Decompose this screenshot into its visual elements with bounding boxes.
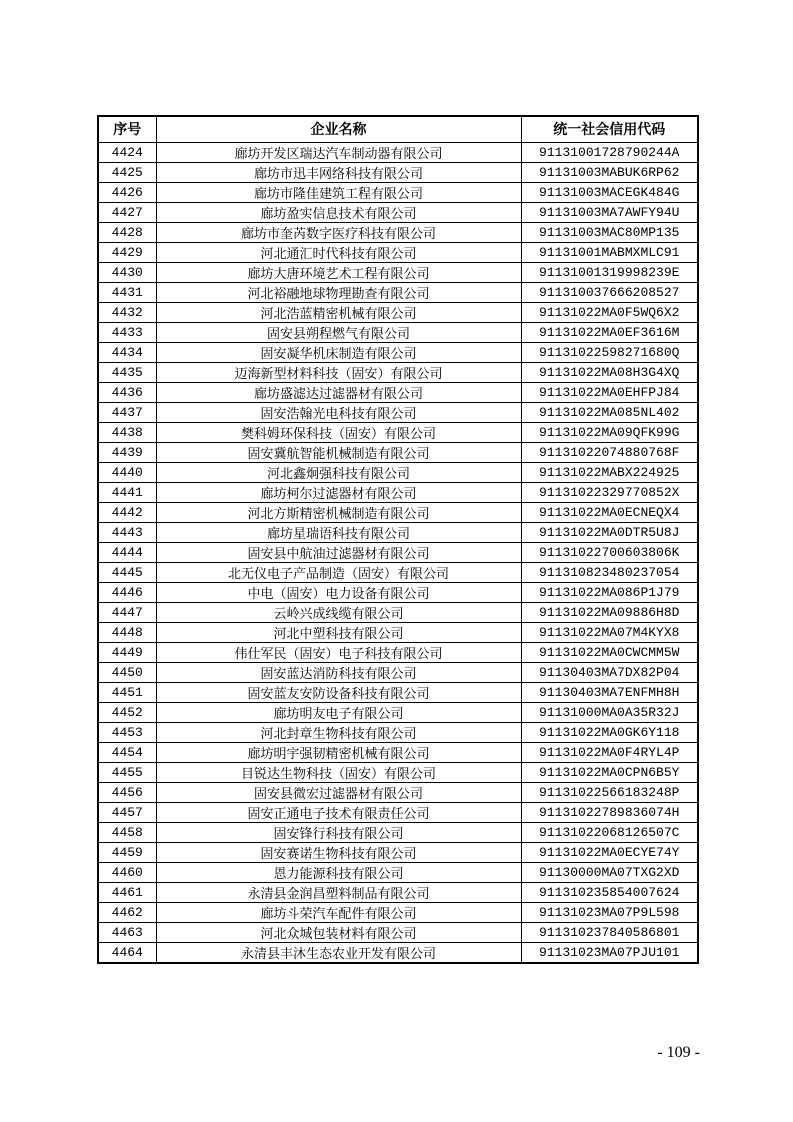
table-row <box>98 682 698 702</box>
table-row <box>98 622 698 642</box>
table-row <box>98 742 698 762</box>
credit-code-cell: 91131022MA0ECYE74Y <box>521 842 698 862</box>
table-row <box>98 242 698 262</box>
company-name-cell: 云岭兴成线缆有限公司 <box>156 602 521 622</box>
company-name-cell: 河北中塑科技有限公司 <box>156 622 521 642</box>
credit-code-cell: 91131001319998239E <box>521 262 698 282</box>
credit-code-cell: 91131003MABUK6RP62 <box>521 162 698 182</box>
row-index-cell: 4429 <box>98 242 156 262</box>
row-index-cell: 4450 <box>98 662 156 682</box>
credit-code-cell: 91131001MABMXMLC91 <box>521 242 698 262</box>
row-index-cell: 4446 <box>98 582 156 602</box>
table-row <box>98 822 698 842</box>
company-name-cell: 固安赛诺生物科技有限公司 <box>156 842 521 862</box>
credit-code-cell: 91131022MA08H3G4XQ <box>521 362 698 382</box>
table-row <box>98 942 698 963</box>
credit-code-cell: 91130403MA7ENFMH8H <box>521 682 698 702</box>
table-row <box>98 302 698 322</box>
credit-code-cell: 91131001728790244A <box>521 142 698 162</box>
credit-code-cell: 91131023MA07PJU101 <box>521 942 698 963</box>
company-name-cell: 固安正通电子技术有限责任公司 <box>156 802 521 822</box>
credit-code-cell: 91131003MA7AWFY94U <box>521 202 698 222</box>
row-index-cell: 4433 <box>98 322 156 342</box>
table-row <box>98 662 698 682</box>
table-row <box>98 382 698 402</box>
credit-code-cell: 91131022MA0F4RYL4P <box>521 742 698 762</box>
credit-code-cell: 91131003MAC80MP135 <box>521 222 698 242</box>
row-index-cell: 4447 <box>98 602 156 622</box>
company-name-cell: 恩力能源科技有限公司 <box>156 862 521 882</box>
credit-code-cell: 91131000MA0A35R32J <box>521 702 698 722</box>
row-index-cell: 4459 <box>98 842 156 862</box>
credit-code-cell: 91131022329770852X <box>521 482 698 502</box>
row-index-cell: 4434 <box>98 342 156 362</box>
credit-code-cell: 91131022MA0CWCMM5W <box>521 642 698 662</box>
table-row <box>98 802 698 822</box>
company-name-cell: 廊坊大唐环境艺术工程有限公司 <box>156 262 521 282</box>
row-index-cell: 4437 <box>98 402 156 422</box>
row-index-cell: 4438 <box>98 422 156 442</box>
row-index-cell: 4458 <box>98 822 156 842</box>
company-name-cell: 廊坊盈实信息技术有限公司 <box>156 202 521 222</box>
company-name-cell: 樊科姆环保科技（固安）有限公司 <box>156 422 521 442</box>
company-name-cell: 固安县微宏过滤器材有限公司 <box>156 782 521 802</box>
row-index-cell: 4428 <box>98 222 156 242</box>
table-row <box>98 642 698 662</box>
table-row <box>98 482 698 502</box>
company-name-cell: 中电（固安）电力设备有限公司 <box>156 582 521 602</box>
company-name-cell: 廊坊市迅丰网络科技有限公司 <box>156 162 521 182</box>
row-index-cell: 4436 <box>98 382 156 402</box>
col-header-index: 序号 <box>98 116 156 142</box>
credit-code-cell: 91131003MACEGK484G <box>521 182 698 202</box>
company-name-cell: 固安县中航油过滤器材有限公司 <box>156 542 521 562</box>
table-row <box>98 702 698 722</box>
company-name-cell: 固安锋行科技有限公司 <box>156 822 521 842</box>
row-index-cell: 4454 <box>98 742 156 762</box>
row-index-cell: 4448 <box>98 622 156 642</box>
credit-code-cell: 91131022MA0DTR5U8J <box>521 522 698 542</box>
row-index-cell: 4441 <box>98 482 156 502</box>
table-row <box>98 462 698 482</box>
row-index-cell: 4431 <box>98 282 156 302</box>
table-row <box>98 282 698 302</box>
row-index-cell: 4457 <box>98 802 156 822</box>
row-index-cell: 4442 <box>98 502 156 522</box>
table-row <box>98 842 698 862</box>
company-name-cell: 河北浩蓝精密机械有限公司 <box>156 302 521 322</box>
company-name-cell: 廊坊市奎芮数字医疗科技有限公司 <box>156 222 521 242</box>
table-row <box>98 782 698 802</box>
company-name-cell: 廊坊柯尔过滤器材有限公司 <box>156 482 521 502</box>
table-row <box>98 522 698 542</box>
table-row <box>98 422 698 442</box>
company-name-cell: 廊坊斗荣汽车配件有限公司 <box>156 902 521 922</box>
row-index-cell: 4462 <box>98 902 156 922</box>
credit-code-cell: 91130403MA7DX82P04 <box>521 662 698 682</box>
table-body <box>98 142 698 963</box>
company-name-cell: 伟仕军民（固安）电子科技有限公司 <box>156 642 521 662</box>
table-row <box>98 922 698 942</box>
row-index-cell: 4449 <box>98 642 156 662</box>
row-index-cell: 4432 <box>98 302 156 322</box>
credit-code-cell: 91131022MA09QFK99G <box>521 422 698 442</box>
credit-code-cell: 91131022MA0ECNEQX4 <box>521 502 698 522</box>
company-name-cell: 永清县丰沐生态农业开发有限公司 <box>156 942 521 963</box>
table-row <box>98 542 698 562</box>
credit-code-cell: 91131022789836074H <box>521 802 698 822</box>
credit-code-cell: 91131022MABX224925 <box>521 462 698 482</box>
company-name-cell: 固安浩翰光电科技有限公司 <box>156 402 521 422</box>
table-row <box>98 502 698 522</box>
row-index-cell: 4440 <box>98 462 156 482</box>
credit-code-cell: 911310237840586801 <box>521 922 698 942</box>
page-number: - 109 - <box>657 1044 700 1061</box>
company-name-cell: 廊坊开发区瑞达汽车制动器有限公司 <box>156 142 521 162</box>
table-row <box>98 262 698 282</box>
row-index-cell: 4453 <box>98 722 156 742</box>
table-row <box>98 582 698 602</box>
table-header-row <box>98 116 698 142</box>
company-name-cell: 固安冀航智能机械制造有限公司 <box>156 442 521 462</box>
col-header-credit-code: 统一社会信用代码 <box>521 116 698 142</box>
row-index-cell: 4455 <box>98 762 156 782</box>
row-index-cell: 4425 <box>98 162 156 182</box>
table-row <box>98 342 698 362</box>
credit-code-cell: 91131022074880768F <box>521 442 698 462</box>
row-index-cell: 4461 <box>98 882 156 902</box>
credit-code-cell: 911310037666208527 <box>521 282 698 302</box>
row-index-cell: 4460 <box>98 862 156 882</box>
row-index-cell: 4424 <box>98 142 156 162</box>
table-row <box>98 142 698 162</box>
credit-code-cell: 911310823480237054 <box>521 562 698 582</box>
row-index-cell: 4426 <box>98 182 156 202</box>
table-row <box>98 402 698 422</box>
credit-code-cell: 91131022MA0GK6Y118 <box>521 722 698 742</box>
company-name-cell: 迈海新型材料科技（固安）有限公司 <box>156 362 521 382</box>
table-row <box>98 202 698 222</box>
company-name-cell: 河北方斯精密机械制造有限公司 <box>156 502 521 522</box>
credit-code-cell: 91131022MA086P1J79 <box>521 582 698 602</box>
credit-code-cell: 91131022MA0F5WQ6X2 <box>521 302 698 322</box>
credit-code-cell: 91131022MA0CPN6B5Y <box>521 762 698 782</box>
row-index-cell: 4452 <box>98 702 156 722</box>
company-name-cell: 目锐达生物科技（固安）有限公司 <box>156 762 521 782</box>
credit-code-cell: 91131022MA0EF3616M <box>521 322 698 342</box>
table-row <box>98 322 698 342</box>
col-header-company-name: 企业名称 <box>156 116 521 142</box>
company-name-cell: 河北鑫炯强科技有限公司 <box>156 462 521 482</box>
company-name-cell: 永清县金润昌塑料制品有限公司 <box>156 882 521 902</box>
row-index-cell: 4445 <box>98 562 156 582</box>
row-index-cell: 4451 <box>98 682 156 702</box>
company-name-cell: 固安蓝达消防科技有限公司 <box>156 662 521 682</box>
table-row <box>98 562 698 582</box>
table-row <box>98 722 698 742</box>
table-row <box>98 882 698 902</box>
row-index-cell: 4443 <box>98 522 156 542</box>
credit-code-cell: 91131022MA07M4KYX8 <box>521 622 698 642</box>
credit-code-cell: 91131022700603806K <box>521 542 698 562</box>
table-row <box>98 602 698 622</box>
company-name-cell: 河北裕融地球物理勘查有限公司 <box>156 282 521 302</box>
table-row <box>98 442 698 462</box>
credit-code-cell: 91130000MA07TXG2XD <box>521 862 698 882</box>
company-name-cell: 廊坊星瑞语科技有限公司 <box>156 522 521 542</box>
company-name-cell: 廊坊明宇强韧精密机械有限公司 <box>156 742 521 762</box>
credit-code-cell: 91131022566183248P <box>521 782 698 802</box>
row-index-cell: 4427 <box>98 202 156 222</box>
table-row <box>98 862 698 882</box>
row-index-cell: 4439 <box>98 442 156 462</box>
company-name-cell: 北无仪电子产品制造（固安）有限公司 <box>156 562 521 582</box>
company-table <box>97 115 699 964</box>
table-row <box>98 902 698 922</box>
row-index-cell: 4464 <box>98 942 156 963</box>
credit-code-cell: 91131023MA07P9L598 <box>521 902 698 922</box>
credit-code-cell: 91131022068126507C <box>521 822 698 842</box>
company-name-cell: 固安县朔程燃气有限公司 <box>156 322 521 342</box>
credit-code-cell: 91131022598271680Q <box>521 342 698 362</box>
row-index-cell: 4430 <box>98 262 156 282</box>
row-index-cell: 4463 <box>98 922 156 942</box>
table-row <box>98 762 698 782</box>
credit-code-cell: 91131022MA09886H8D <box>521 602 698 622</box>
row-index-cell: 4456 <box>98 782 156 802</box>
table-row <box>98 162 698 182</box>
credit-code-cell: 911310235854007624 <box>521 882 698 902</box>
row-index-cell: 4435 <box>98 362 156 382</box>
company-name-cell: 廊坊明友电子有限公司 <box>156 702 521 722</box>
row-index-cell: 4444 <box>98 542 156 562</box>
table-row <box>98 182 698 202</box>
company-name-cell: 固安蓝友安防设备科技有限公司 <box>156 682 521 702</box>
company-name-cell: 河北众城包装材料有限公司 <box>156 922 521 942</box>
company-name-cell: 河北封章生物科技有限公司 <box>156 722 521 742</box>
table-row <box>98 362 698 382</box>
company-name-cell: 廊坊盛滤达过滤器材有限公司 <box>156 382 521 402</box>
credit-code-cell: 91131022MA085NL402 <box>521 402 698 422</box>
table-row <box>98 222 698 242</box>
company-name-cell: 固安凝华机床制造有限公司 <box>156 342 521 362</box>
company-name-cell: 河北通汇时代科技有限公司 <box>156 242 521 262</box>
company-name-cell: 廊坊市隆佳建筑工程有限公司 <box>156 182 521 202</box>
credit-code-cell: 91131022MA0EHFPJ84 <box>521 382 698 402</box>
